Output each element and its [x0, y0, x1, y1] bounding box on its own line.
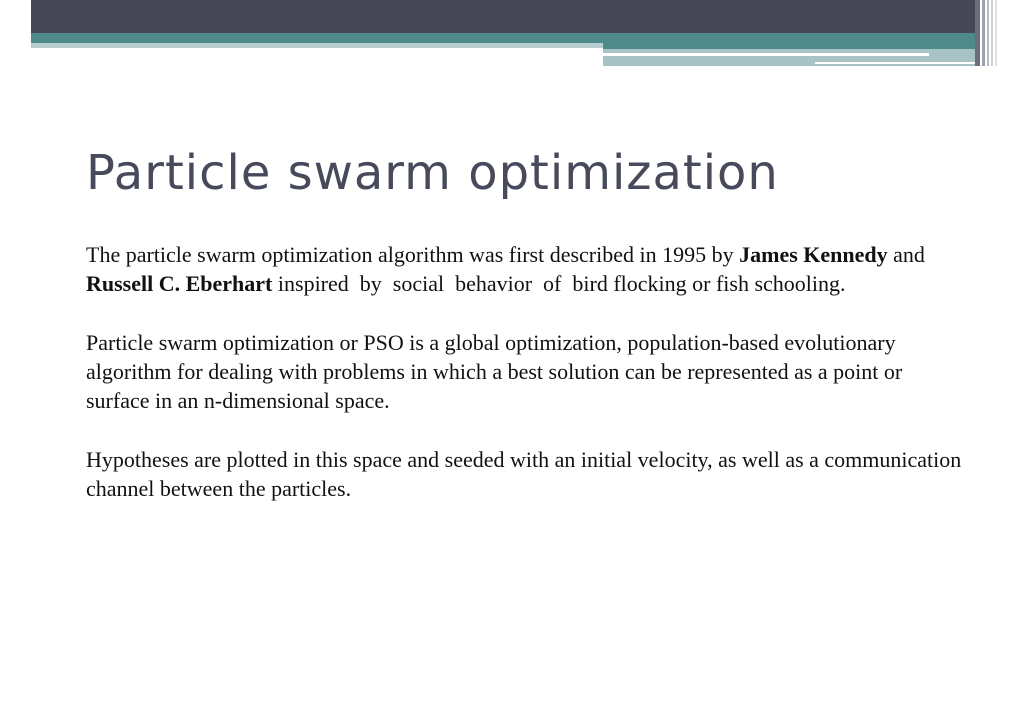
paragraph-definition: Particle swarm optimization or PSO is a global optimization, population-based evolutionary algorithm for dealing with problems in which a best solution can be represented as a point or surface in an n-dimensional space.: [86, 329, 903, 414]
header-teal-bar-right: [603, 33, 975, 49]
header-vertical-stripe: [995, 0, 997, 66]
paragraph-hypotheses: Hypotheses are plotted in this space and seeded with an initial velocity, as well as a communication channel between the particles.: [86, 447, 962, 502]
header-vertical-stripe: [975, 0, 980, 66]
slide-body: [86, 240, 966, 533]
header-dark-bar: [31, 0, 975, 33]
header-pale-bar-left: [31, 43, 603, 48]
author-name-kennedy: James Kennedy: [739, 242, 888, 267]
header-white-line-short: [815, 62, 975, 64]
paragraph-text: and: [887, 242, 925, 267]
slide-title: Particle swarm optimization: [86, 145, 779, 201]
header-teal-bar: [31, 33, 603, 43]
header-white-line: [603, 53, 929, 56]
paragraph-history: [86, 240, 966, 299]
paragraph-text: inspired by social behavior of bird flocking or fish schooling.: [272, 271, 846, 297]
header-vertical-stripe: [991, 0, 993, 66]
header-vertical-stripe: [982, 0, 985, 66]
paragraph-text: The particle swarm optimization algorithm was first described in 1995 by: [86, 242, 740, 267]
author-name-eberhart: Russell C. Eberhart: [86, 271, 273, 297]
header-vertical-stripe: [987, 0, 989, 66]
